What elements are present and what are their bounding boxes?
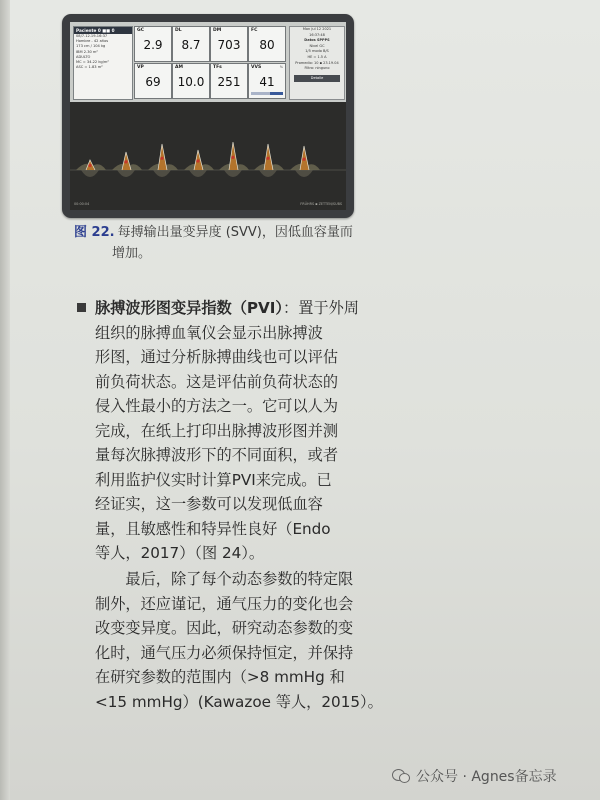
param-cell-fc xyxy=(248,26,286,62)
pulse-marker xyxy=(302,158,305,161)
param-label: DM xyxy=(213,28,222,33)
pulse-marker xyxy=(160,157,163,160)
pulse-reflection xyxy=(81,170,99,177)
text-line xyxy=(95,296,370,321)
detail-button: Detalle xyxy=(294,75,340,82)
param-cell-am xyxy=(172,63,210,99)
watermark-text: 公众号 · Agnes备忘录 xyxy=(416,769,557,785)
patient-header: Paciente 0 ■■ 0 xyxy=(74,27,132,34)
text-fragment: ：置于外周 xyxy=(283,299,359,317)
pulse-marker xyxy=(266,157,269,160)
patient-info-box xyxy=(73,26,133,100)
status-line: Datos SPPPS xyxy=(304,38,330,43)
status-line: Nivel GC xyxy=(309,43,325,48)
param-cell-dm xyxy=(210,26,248,62)
wechat-icon xyxy=(392,769,410,783)
text-line: 制外，还应谨记，通气压力的变化也会 xyxy=(95,594,354,613)
text-line: 经证实，这一参数可以发现低血容 xyxy=(95,495,323,513)
status-line: 16:37:48 xyxy=(309,32,325,37)
patient-line: 173 cm / 104 kg xyxy=(76,44,106,49)
status-line: Filtro: ninguno xyxy=(304,66,330,71)
param-cell-svv xyxy=(248,63,286,99)
patient-line: Hombre - 42 años xyxy=(76,39,109,44)
param-value: 703 xyxy=(217,38,241,52)
waveform-area xyxy=(70,102,346,210)
waveform-footer xyxy=(74,202,342,208)
param-value: 80 xyxy=(259,38,275,52)
param-cell-gc xyxy=(134,26,172,62)
pulse-reflection xyxy=(153,170,171,177)
text-line: 量每次脉搏波形下的不同面积，或者 xyxy=(95,446,338,464)
status-line: Promedio: 10 ▪ 23.19.04 xyxy=(295,60,339,65)
param-label: DL xyxy=(175,28,182,33)
pulse-reflection xyxy=(259,170,277,177)
figure-caption xyxy=(74,222,384,264)
text-line: 侵入性最小的方法之一。它可以人为 xyxy=(95,397,338,415)
text-line: 等人，2017）（图 24）。 xyxy=(95,544,265,562)
watermark xyxy=(392,766,557,786)
monitor-screen xyxy=(70,22,346,210)
text-line: 量，且敏感性和特异性良好（Endo xyxy=(95,519,331,538)
param-cell-tfs xyxy=(210,63,248,99)
param-label: AM xyxy=(175,65,183,70)
pulse-marker xyxy=(231,156,234,159)
parameter-panel xyxy=(70,22,346,102)
param-value: 8.7 xyxy=(181,38,201,52)
caption-line: 增加。 xyxy=(112,246,152,261)
patient-line: IBM 2.30 m² xyxy=(76,49,98,54)
param-label: VVS xyxy=(251,65,262,70)
param-label: GC xyxy=(137,28,144,33)
pulse-marker xyxy=(124,160,127,163)
pulse-reflection xyxy=(224,170,242,177)
text-line: 利用监护仪实时计算PVI来完成。已 xyxy=(95,470,332,489)
param-label: TFs xyxy=(213,65,222,70)
param-value: 69 xyxy=(145,75,161,89)
param-value: 41 xyxy=(259,75,275,89)
param-value: 2.9 xyxy=(143,38,163,52)
bullet-marker xyxy=(77,303,86,312)
text-line: <15 mmHg）(Kawazoe 等人，2015）。 xyxy=(95,692,383,711)
waveform-svg xyxy=(70,102,346,210)
body-paragraph xyxy=(95,567,383,714)
text-line: 在研究参数的范围内（>8 mmHg 和 xyxy=(95,668,345,686)
waveform-scale: FRÜHRS ▪ ZETTEN/SUBS xyxy=(300,202,342,206)
param-cell-vp xyxy=(134,63,172,99)
text-line: 最后，除了每个动态参数的特定限 xyxy=(125,570,354,588)
text-line: 改变变异度。因此，研究动态参数的变 xyxy=(95,619,354,637)
text-line: 前负荷状态。这是评估前负荷状态的 xyxy=(95,372,338,391)
status-line: 1/5 modo B/S xyxy=(305,49,329,54)
bullet-term: 脉搏波形图变异指数（PVI） xyxy=(95,299,283,317)
text-line: 化时，通气压力必须保持恒定，并保持 xyxy=(95,643,354,662)
pulse-reflection xyxy=(295,170,313,177)
monitor-photo xyxy=(62,14,354,218)
param-value: 10.0 xyxy=(177,75,205,89)
svv-level-fill xyxy=(270,92,283,95)
svv-level-bar xyxy=(251,92,283,95)
monitor-status-panel xyxy=(289,26,345,100)
param-label: VP xyxy=(137,65,144,70)
patient-line: ADULTO xyxy=(76,54,91,59)
text-line: 完成，在纸上打印出脉搏波形图并测 xyxy=(95,421,338,440)
param-unit: % xyxy=(279,65,283,69)
waveform-time: 00:00:04 xyxy=(74,202,90,206)
param-label: FC xyxy=(251,28,258,33)
pulse-reflection xyxy=(189,170,207,177)
pulse-marker xyxy=(196,159,199,162)
figure-number: 图 22. xyxy=(74,225,115,240)
bullet-paragraph xyxy=(95,296,370,566)
pulse-reflection xyxy=(117,170,135,177)
parameter-grid xyxy=(134,26,286,98)
caption-line: 每搏输出量变异度 (SVV)，因低血容量而 xyxy=(117,225,353,240)
pulse-marker xyxy=(88,164,91,167)
page-edge xyxy=(0,0,10,800)
patient-line: MC = 34.22 kg/m² xyxy=(76,60,109,65)
status-line: HE = 1.5 A xyxy=(307,54,327,59)
patient-line: 08/7.12.19-16:37 xyxy=(76,34,108,38)
text-line: 组织的脉搏血氧仪会显示出脉搏波 xyxy=(95,323,323,342)
text-line: 形图，通过分析脉搏曲线也可以评估 xyxy=(95,348,338,366)
patient-line: ASC = 1.83 m² xyxy=(76,65,103,70)
status-line: Mon Jul 12 2021 xyxy=(302,27,332,31)
param-value: 251 xyxy=(217,75,241,89)
param-cell-dl xyxy=(172,26,210,62)
